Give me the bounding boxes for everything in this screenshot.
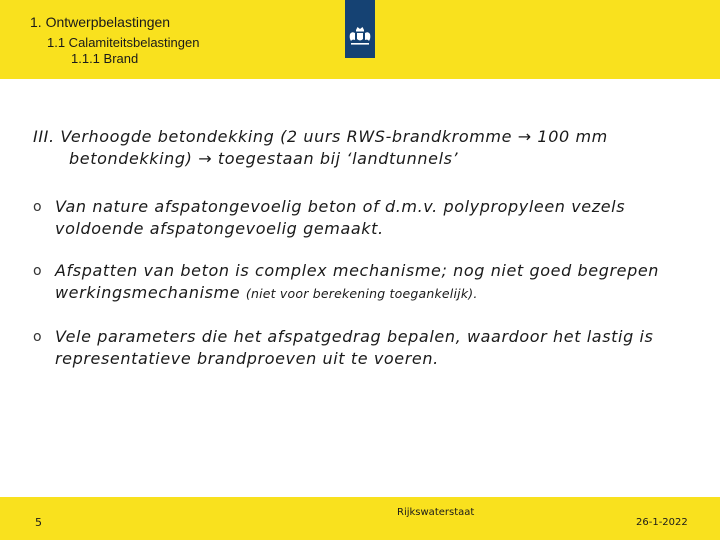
breadcrumb-level-1: 1. Ontwerpbelastingen — [30, 14, 171, 30]
government-logo — [345, 0, 375, 58]
footer-bar — [0, 497, 720, 540]
arrow-icon: → — [198, 149, 213, 168]
header-bar — [0, 0, 720, 79]
breadcrumb-level-3: 1.1.1 Brand — [71, 51, 139, 66]
rijkswapen-icon — [347, 25, 373, 49]
list-item — [33, 260, 703, 305]
bullet-text: Vele parameters die het afspatgedrag bepalen, waardoor het lastig is representatieve brandproeven uit te voeren. — [55, 327, 654, 368]
heading-text-3: toegestaan bij ‘landtunnels’ — [212, 149, 459, 168]
bullet-marker: o — [33, 263, 43, 279]
list-item — [33, 326, 703, 370]
page-number: 5 — [35, 516, 42, 529]
breadcrumb-level-2: 1.1 Calamiteitsbelastingen — [47, 35, 200, 50]
list-item — [33, 196, 703, 240]
heading-text-2: 100 mm betondekking) — [69, 127, 608, 168]
heading-text-1: III. Verhoogde betondekking (2 uurs RWS-brandkromme — [33, 127, 518, 146]
slide-date: 26-1-2022 — [636, 517, 688, 528]
organization-name: Rijkswaterstaat — [397, 507, 475, 518]
bullet-note: (niet voor berekening toegankelijk). — [245, 286, 478, 301]
arrow-icon: → — [517, 127, 532, 146]
section-heading — [33, 126, 703, 170]
bullet-text: Afspatten van beton is complex mechanisme; nog niet goed begrepen werkingsmechanisme — [55, 261, 660, 302]
bullet-marker: o — [33, 329, 43, 345]
bullet-text: Van nature afspatongevoelig beton of d.m.v. polypropyleen vezels voldoende afspatongevoelig gemaakt. — [55, 197, 626, 238]
slide-content — [33, 126, 703, 370]
bullet-marker: o — [33, 199, 43, 215]
